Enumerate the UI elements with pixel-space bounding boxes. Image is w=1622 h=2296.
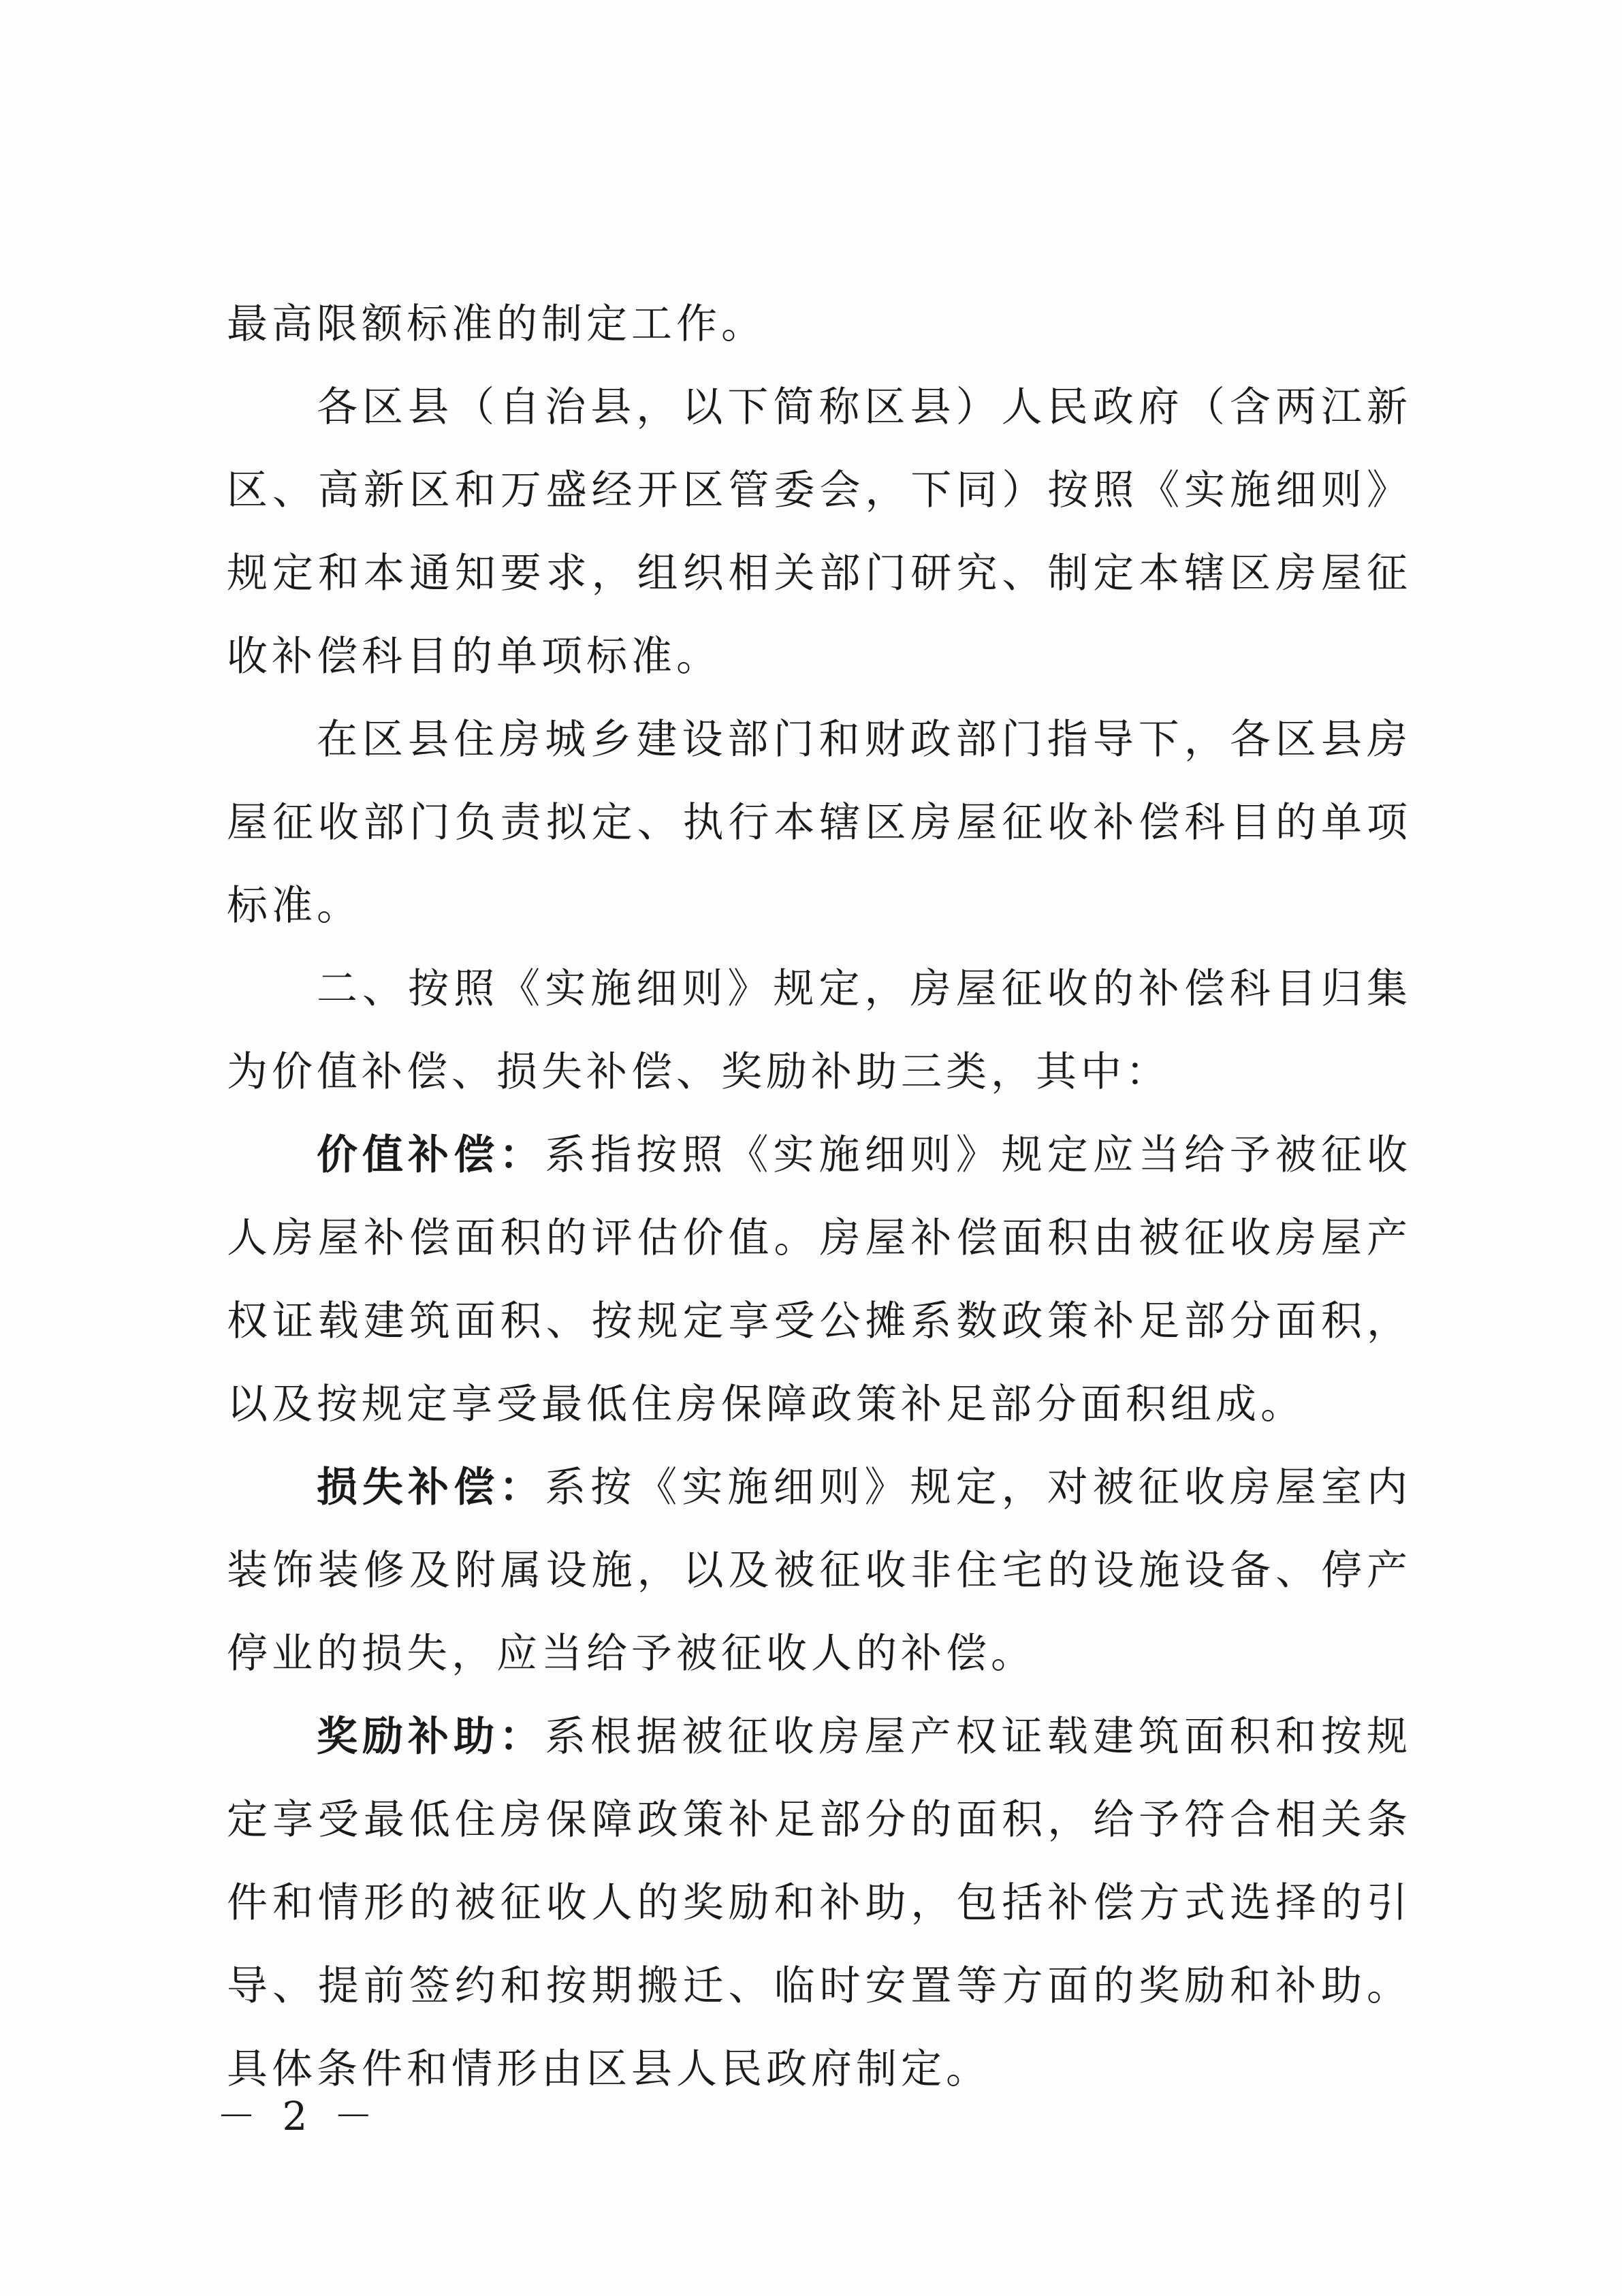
paragraph-text: 在区县住房城乡建设部门和财政部门指导下，各区县房屋征收部门负责拟定、执行本辖区房屋征收补偿科目的单项标准。 [227,716,1412,930]
paragraph-text: 最高限额标准的制定工作。 [227,300,766,348]
paragraph-loss-compensation [227,1446,1412,1695]
paragraph-2 [227,366,1412,698]
page-number: － 2 － [217,2093,380,2139]
paragraph-text: 系指按照《实施细则》规定应当给予被征收人房屋补偿面积的评估价值。房屋补偿面积由被征收房屋产权证载建筑面积、按规定享受公摊系数政策补足部分面积，以及按规定享受最低住房保障政策补足部分面积组成。 [227,1131,1412,1428]
paragraph-4 [227,947,1412,1114]
term-heading: 奖励补助： [317,1713,545,1761]
paragraph-1 [227,283,1412,366]
paragraph-text: 系根据被征收房屋产权证载建筑面积和按规定享受最低住房保障政策补足部分的面积，给予符合相关条件和情形的被征收人的奖励和补助，包括补偿方式选择的引导、提前签约和按期搬迁、临时安置等方面的奖励和补助。具体条件和情形由区县人民政府制定。 [227,1713,1412,2093]
term-heading: 价值补偿： [317,1131,545,1179]
paragraph-value-compensation [227,1114,1412,1446]
term-heading: 损失补偿： [317,1464,545,1511]
paragraph-text: 各区县（自治县，以下简称区县）人民政府（含两江新区、高新区和万盛经开区管委会，下同）按照《实施细则》规定和本通知要求，组织相关部门研究、制定本辖区房屋征收补偿科目的单项标准。 [227,383,1412,680]
paragraph-text: 二、按照《实施细则》规定，房屋征收的补偿科目归集为价值补偿、损失补偿、奖励补助三类，其中： [227,965,1412,1096]
paragraph-3 [227,698,1412,947]
document-body [227,283,1412,2111]
paragraph-text: 系按《实施细则》规定，对被征收房屋室内装饰装修及附属设施，以及被征收非住宅的设施设备、停产停业的损失，应当给予被征收人的补偿。 [227,1464,1412,1678]
paragraph-reward-subsidy [227,1695,1412,2111]
